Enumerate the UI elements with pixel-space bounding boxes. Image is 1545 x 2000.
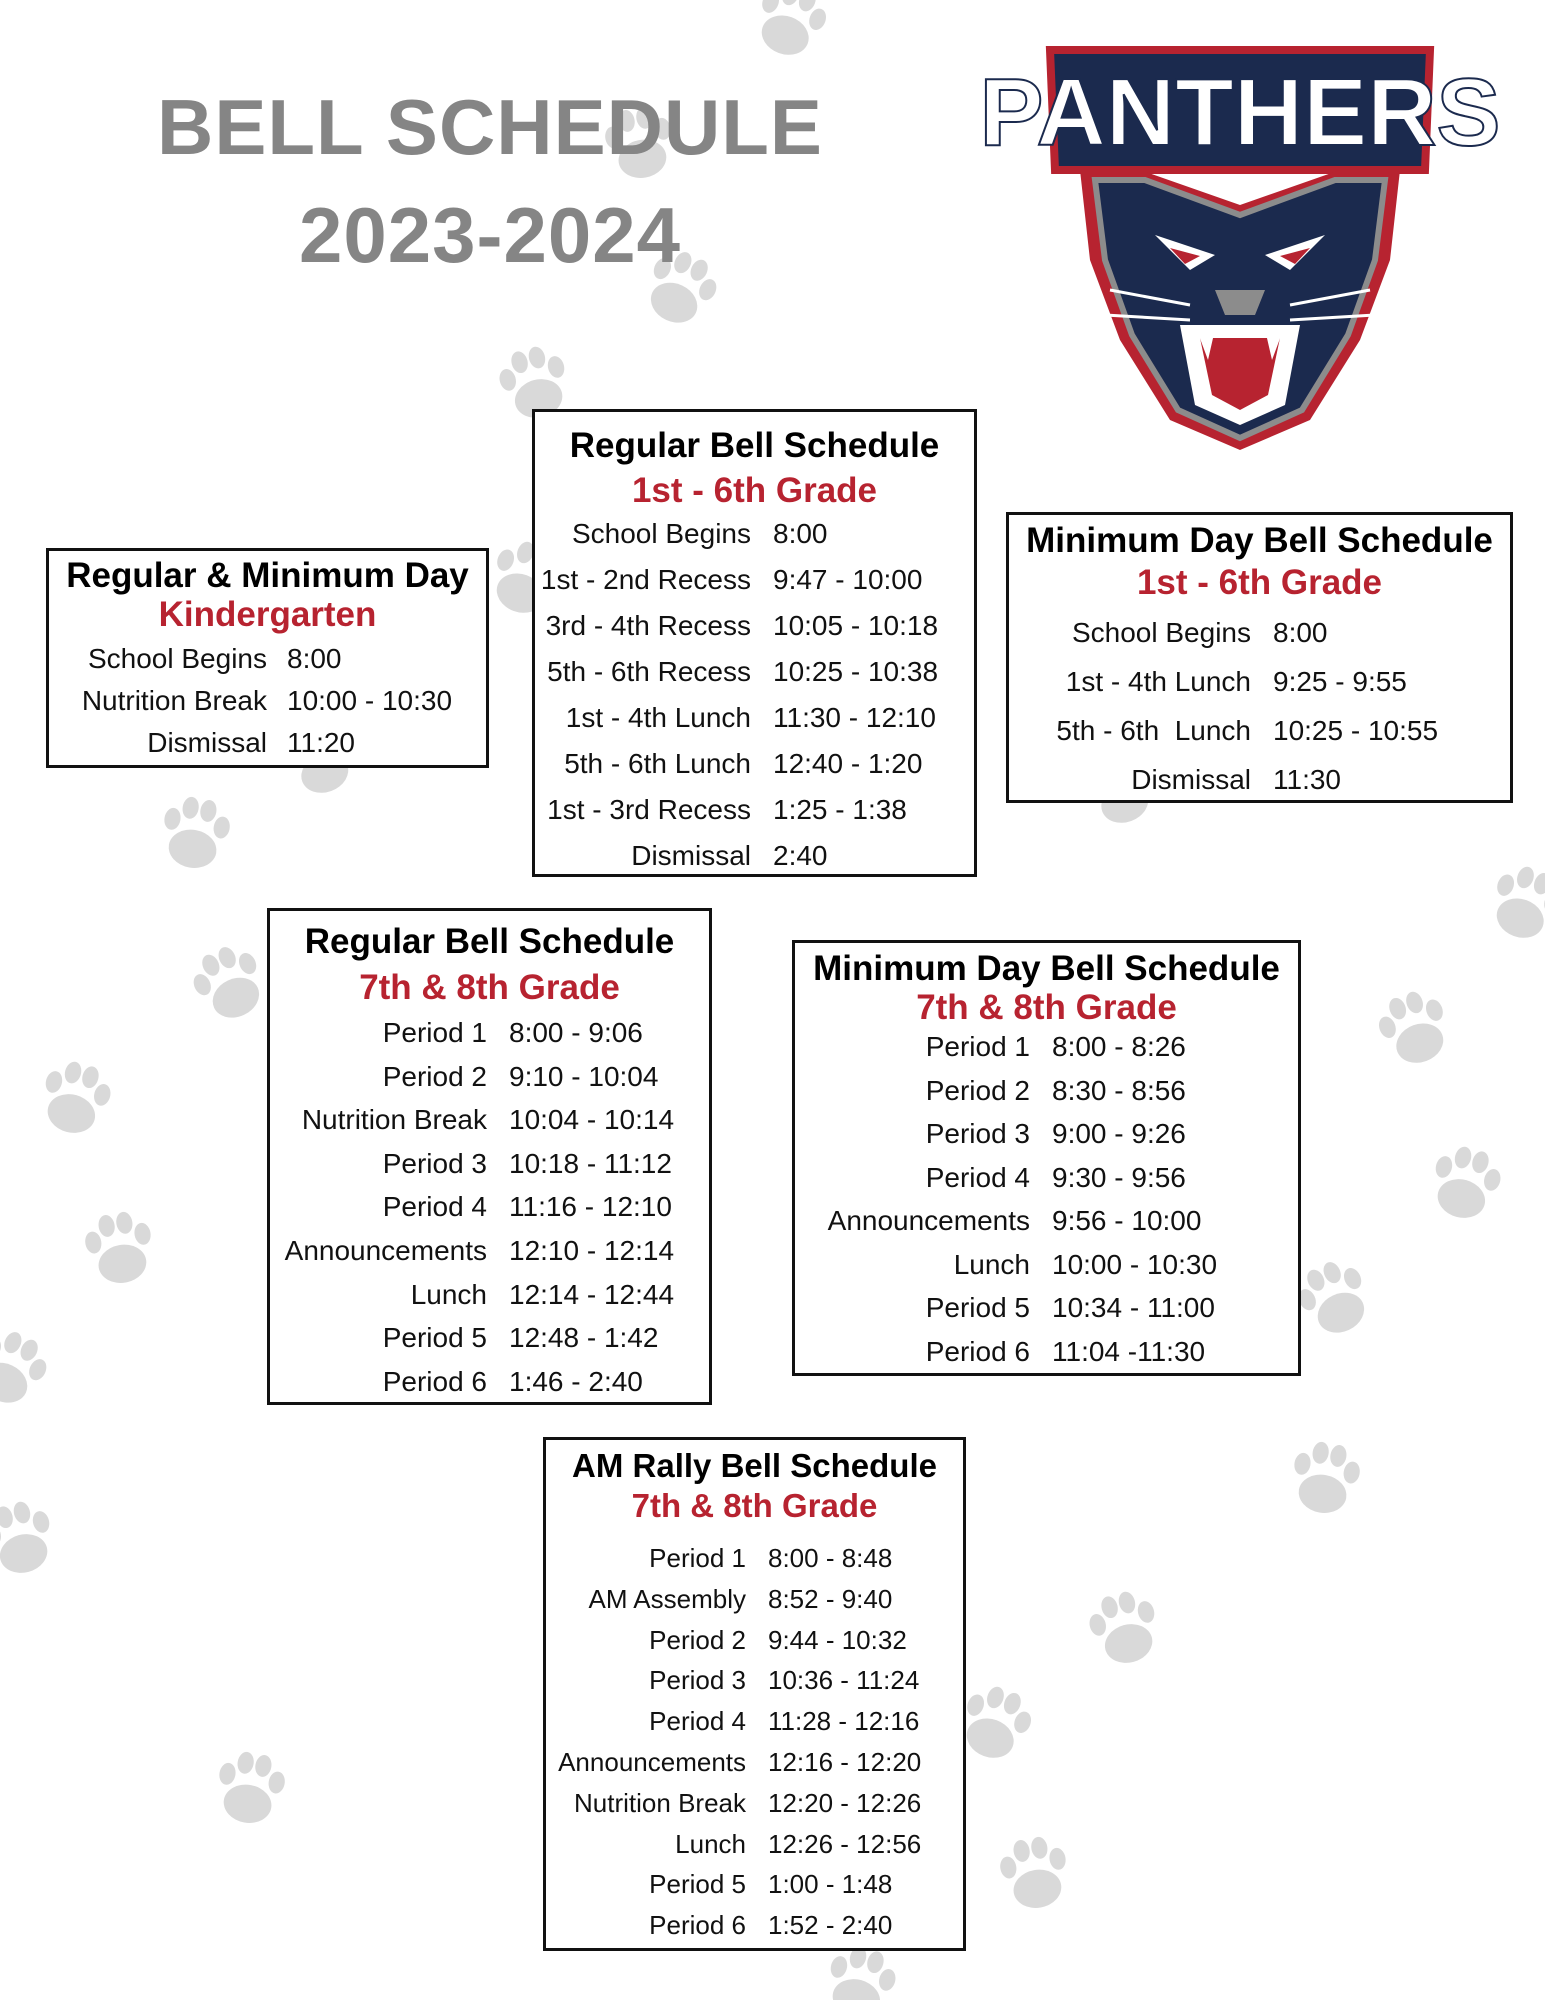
- paw-print-icon: [0, 1496, 60, 1581]
- schedule-row: [795, 1330, 1298, 1374]
- schedule-row: [795, 1199, 1298, 1243]
- schedule-row: [795, 1112, 1298, 1156]
- schedule-grade: 1st - 6th Grade: [1136, 563, 1383, 602]
- schedule-title: Minimum Day Bell Schedule: [813, 949, 1280, 988]
- row-label: 5th - 6th Lunch: [564, 748, 751, 779]
- row-time: 10:18 - 11:12: [509, 1147, 672, 1179]
- row-label: Period 1: [382, 1017, 487, 1048]
- schedule-row: [546, 1824, 963, 1865]
- row-time: 10:05 - 10:18: [773, 610, 939, 641]
- row-label: 5th - 6th Lunch: [1056, 715, 1251, 746]
- schedule-row: [270, 1316, 709, 1360]
- schedule-kindergarten: [46, 548, 489, 768]
- row-time: 9:00 - 9:26: [1052, 1118, 1186, 1149]
- row-time: 9:25 - 9:55: [1273, 666, 1407, 697]
- row-time: 8:30 - 8:56: [1052, 1074, 1186, 1106]
- row-time: 10:00 - 10:30: [287, 685, 453, 716]
- schedule-row: [49, 722, 486, 764]
- row-time: 10:00 - 10:30: [1052, 1248, 1218, 1280]
- schedule-row: [270, 1273, 709, 1317]
- row-label: Period 2: [649, 1624, 746, 1655]
- row-time: 10:04 - 10:14: [509, 1104, 675, 1136]
- row-label: Dismissal: [147, 727, 267, 758]
- panthers-logo: [979, 20, 1501, 460]
- row-time: 12:20 - 12:26: [768, 1787, 922, 1818]
- row-time: 10:34 - 11:00: [1052, 1292, 1215, 1323]
- logo-wordmark: PANTHERS: [979, 59, 1501, 166]
- paw-print-icon: [81, 1208, 158, 1288]
- row-time: 12:14 - 12:44: [509, 1278, 675, 1310]
- schedule-row: [270, 1360, 709, 1404]
- row-time: 11:30: [1273, 764, 1341, 795]
- row-label: Period 1: [925, 1031, 1030, 1062]
- row-label: Period 2: [382, 1060, 487, 1092]
- row-label: Announcements: [284, 1234, 487, 1266]
- row-time: 11:20: [287, 727, 355, 758]
- schedule-row: [49, 680, 486, 722]
- paw-print-icon: [157, 793, 234, 873]
- schedule-row: [49, 638, 486, 680]
- schedule-grade: 7th & 8th Grade: [631, 1487, 878, 1524]
- row-label: Nutrition Break: [574, 1787, 746, 1818]
- paw-print-icon: [35, 1056, 117, 1141]
- schedule-row: [795, 1156, 1298, 1200]
- row-time: 8:00: [287, 643, 342, 674]
- paw-print-icon: [1371, 984, 1457, 1072]
- schedule-row: [546, 1620, 963, 1661]
- row-time: 12:48 - 1:42: [509, 1322, 659, 1354]
- row-label: Announcements: [558, 1746, 746, 1777]
- paw-print-icon: [1289, 1253, 1378, 1344]
- row-time: 2:40: [773, 840, 828, 871]
- schedule-row: [1009, 706, 1510, 755]
- schedule-minimum-7th-8th: [792, 940, 1301, 1376]
- row-time: 12:16 - 12:20: [768, 1746, 922, 1777]
- paw-print-icon: [184, 938, 273, 1029]
- schedule-row: [546, 1701, 963, 1742]
- schedule-title: Regular & Minimum Day: [66, 556, 469, 595]
- schedule-row: [795, 1286, 1298, 1330]
- page-title-line-1: BELL SCHEDULE: [157, 83, 823, 171]
- schedule-row: [535, 649, 974, 695]
- row-label: Lunch: [410, 1278, 487, 1310]
- row-label: Period 5: [382, 1322, 487, 1354]
- row-label: 1st - 2nd Recess: [540, 564, 751, 595]
- paw-print-icon: [212, 1748, 289, 1828]
- paw-print-icon: [996, 1833, 1073, 1913]
- schedule-row: [795, 1069, 1298, 1113]
- schedule-am-rally-7th-8th: [543, 1437, 966, 1951]
- row-time: 8:00: [1273, 617, 1328, 648]
- row-time: 12:26 - 12:56: [768, 1828, 922, 1859]
- schedule-row: [1009, 657, 1510, 706]
- row-label: Announcements: [827, 1205, 1030, 1236]
- row-label: School Begins: [1071, 617, 1251, 648]
- row-label: Period 6: [382, 1365, 487, 1397]
- row-label: 1st - 3rd Recess: [547, 794, 751, 825]
- row-label: Nutrition Break: [81, 685, 267, 716]
- row-label: Period 1: [649, 1543, 746, 1573]
- row-time: 8:52 - 9:40: [768, 1583, 893, 1614]
- row-label: Lunch: [953, 1248, 1030, 1280]
- row-label: Period 3: [649, 1665, 746, 1696]
- row-time: 1:52 - 2:40: [768, 1910, 893, 1941]
- paw-print-icon: [1287, 1438, 1364, 1518]
- row-time: 12:40 - 1:20: [773, 748, 923, 779]
- row-label: Period 2: [925, 1074, 1030, 1106]
- schedule-row: [1009, 608, 1510, 657]
- row-label: 3rd - 4th Recess: [545, 610, 751, 641]
- schedule-row: [270, 1011, 709, 1055]
- row-time: 8:00 - 8:48: [768, 1543, 893, 1573]
- row-time: 10:25 - 10:38: [773, 656, 939, 687]
- row-time: 9:44 - 10:32: [768, 1624, 907, 1655]
- row-label: Period 3: [925, 1118, 1030, 1149]
- row-time: 1:25 - 1:38: [773, 794, 907, 825]
- row-label: 1st - 4th Lunch: [565, 702, 751, 733]
- schedule-row: [535, 511, 974, 557]
- schedule-row: [546, 1783, 963, 1824]
- schedule-minimum-1st-6th: [1006, 512, 1513, 803]
- row-time: 9:56 - 10:00: [1052, 1205, 1202, 1236]
- schedule-regular-1st-6th: [532, 409, 977, 877]
- row-time: 9:10 - 10:04: [509, 1060, 659, 1092]
- row-label: Dismissal: [1131, 764, 1251, 795]
- paw-print-icon: [0, 1323, 56, 1414]
- schedule-title: Regular Bell Schedule: [569, 426, 940, 465]
- schedule-grade: 7th & 8th Grade: [359, 968, 620, 1007]
- schedule-row: [535, 695, 974, 741]
- row-time: 1:46 - 2:40: [509, 1365, 643, 1397]
- schedule-grade: 1st - 6th Grade: [631, 471, 878, 510]
- schedule-row: [546, 1905, 963, 1946]
- row-label: Period 6: [649, 1910, 746, 1941]
- schedule-title: Regular Bell Schedule: [304, 922, 675, 961]
- row-time: 9:30 - 9:56: [1052, 1161, 1186, 1193]
- schedule-row: [270, 1229, 709, 1273]
- panther-head-icon: [1080, 170, 1400, 450]
- row-label: Period 3: [382, 1147, 487, 1179]
- row-label: School Begins: [87, 643, 267, 674]
- paw-print-icon: [1425, 1141, 1507, 1226]
- schedule-row: [546, 1660, 963, 1701]
- schedule-row: [270, 1055, 709, 1099]
- schedule-row: [535, 833, 974, 879]
- row-label: Period 4: [649, 1706, 746, 1737]
- paw-print-icon: [1084, 1586, 1166, 1671]
- row-label: Period 4: [382, 1191, 487, 1223]
- schedule-row: [1009, 755, 1510, 804]
- schedule-row: [535, 557, 974, 603]
- row-label: AM Assembly: [588, 1583, 746, 1614]
- schedule-row: [546, 1864, 963, 1905]
- page-title-line-2: 2023-2024: [298, 191, 681, 279]
- row-time: 8:00 - 8:26: [1052, 1031, 1186, 1062]
- schedule-row: [535, 787, 974, 833]
- row-label: School Begins: [571, 518, 751, 549]
- row-time: 9:47 - 10:00: [773, 564, 923, 595]
- schedule-grade: Kindergarten: [158, 594, 377, 634]
- row-time: 11:28 - 12:16: [768, 1706, 920, 1737]
- schedule-row: [795, 1243, 1298, 1287]
- row-time: 1:00 - 1:48: [768, 1869, 893, 1900]
- schedule-regular-7th-8th: [267, 908, 712, 1405]
- schedule-grade: 7th & 8th Grade: [916, 988, 1177, 1027]
- row-time: 11:04 -11:30: [1052, 1335, 1206, 1367]
- row-label: 1st - 4th Lunch: [1065, 666, 1251, 697]
- schedule-row: [535, 603, 974, 649]
- schedule-title: AM Rally Bell Schedule: [572, 1447, 937, 1484]
- schedule-row: [270, 1098, 709, 1142]
- schedule-row: [546, 1742, 963, 1783]
- row-time: 10:25 - 10:55: [1273, 715, 1439, 746]
- row-label: Period 5: [649, 1869, 746, 1900]
- row-label: Period 5: [925, 1292, 1030, 1323]
- schedule-row: [270, 1185, 709, 1229]
- row-time: 8:00: [773, 518, 828, 549]
- row-label: Nutrition Break: [301, 1104, 487, 1136]
- row-label: Period 6: [925, 1335, 1030, 1367]
- row-label: Dismissal: [631, 840, 751, 871]
- row-label: 5th - 6th Recess: [547, 656, 751, 687]
- row-label: Period 4: [925, 1161, 1030, 1193]
- row-time: 12:10 - 12:14: [509, 1234, 675, 1266]
- schedule-row: [546, 1579, 963, 1620]
- row-time: 10:36 - 11:24: [768, 1665, 920, 1696]
- row-time: 11:30 - 12:10: [773, 702, 936, 733]
- schedule-row: [270, 1142, 709, 1186]
- row-time: 8:00 - 9:06: [509, 1017, 643, 1048]
- paw-print-icon: [1483, 859, 1545, 947]
- row-time: 11:16 - 12:10: [509, 1191, 672, 1223]
- schedule-row: [795, 1025, 1298, 1069]
- schedule-row: [535, 741, 974, 787]
- paw-print-icon: [748, 0, 834, 64]
- schedule-row: [546, 1538, 963, 1579]
- row-label: Lunch: [675, 1828, 746, 1859]
- schedule-title: Minimum Day Bell Schedule: [1026, 521, 1493, 560]
